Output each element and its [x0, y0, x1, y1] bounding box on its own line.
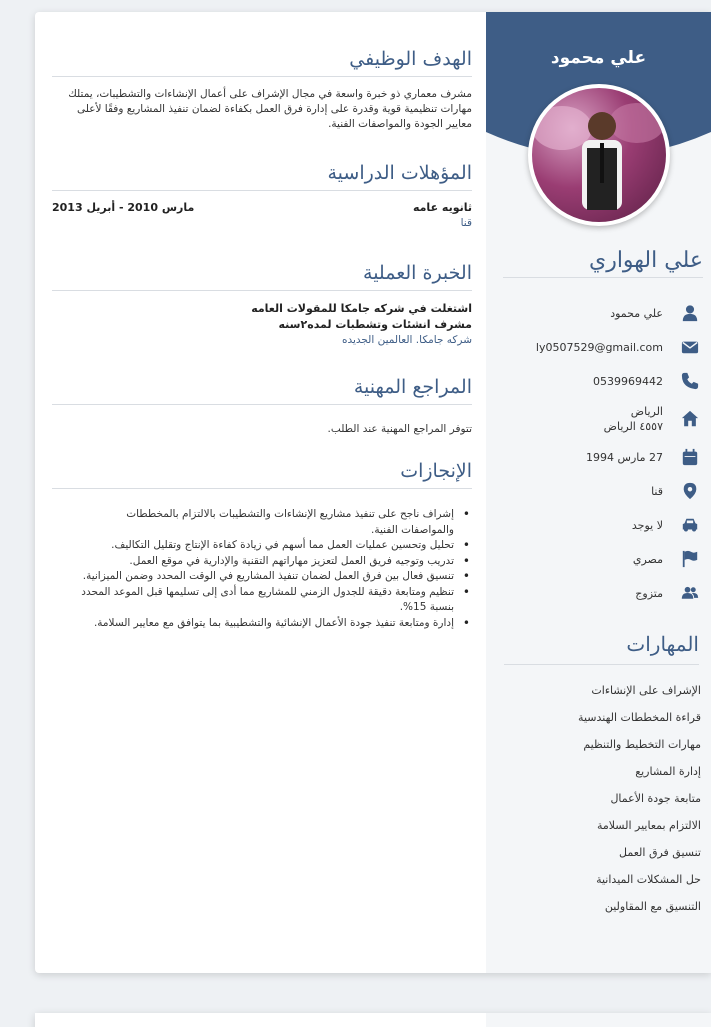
- contact-email: [501, 330, 701, 364]
- contact-text: متزوج: [635, 586, 663, 600]
- users-icon: [679, 582, 701, 604]
- education-title: المؤهلات الدراسية: [52, 162, 472, 191]
- contact-location: [501, 474, 701, 508]
- skill-item: الالتزام بمعايير السلامة: [596, 819, 701, 832]
- achievement-item: • تحليل وتحسين عمليات العمل مما أسهم في زيادة كفاءة الإنتاج وتقليل التكاليف.: [52, 538, 472, 554]
- envelope-icon: [679, 336, 701, 358]
- achievements-list: [52, 507, 472, 631]
- objective-text: مشرف معماري ذو خبرة واسعة في مجال الإشراف على أعمال الإنشاءات والتشطيبات، يمتلك مهارات تنظيمية قوية وقدرة على إدارة فرق العمل بكفاءة لضمان تنفيذ المشاريع وفقًا لأعلى معايير الجودة والمواصفات الفنية.: [68, 88, 472, 130]
- achievements-title: الإنجازات: [52, 460, 472, 489]
- user-icon: [679, 302, 701, 324]
- skills-title: المهارات: [504, 632, 699, 665]
- contact-text: 27 مارس 1994: [586, 450, 663, 464]
- header-name: علي محمود: [550, 48, 647, 68]
- contact-birthdate: [501, 440, 701, 474]
- achievement-item: • تدريب وتوجيه فريق العمل لتعزيز مهاراتهم التقنية والإدارية في موقع العمل.: [52, 554, 472, 570]
- achievement-item: • تنظيم ومتابعة دقيقة للجدول الزمني للمشاريع مما أدى إلى تسليمها قبل الموعد المحدد بنسبة 15%.: [52, 585, 472, 616]
- skills-list: [501, 684, 701, 927]
- education-entry: [52, 201, 472, 229]
- achievement-item: • إشراف ناجح على تنفيذ مشاريع الإنشاءات والتشطيبات بالالتزام بالمخططات والمواصفات الفنية.: [52, 507, 472, 538]
- car-icon: [679, 514, 701, 536]
- objective-title: الهدف الوظيفي: [52, 48, 472, 77]
- contact-text: قنا: [651, 484, 663, 498]
- skill-item: الإشراف على الإنشاءات: [591, 684, 701, 697]
- achievement-item: • إدارة ومتابعة تنفيذ جودة الأعمال الإنشائية والتشطيبية بما يتوافق مع معايير السلامة.: [52, 616, 472, 632]
- skill-item: حل المشكلات الميدانية: [596, 873, 701, 886]
- skill-item: التنسيق مع المقاولين: [604, 900, 701, 913]
- contact-text: [604, 404, 663, 434]
- achievements-section: [52, 460, 472, 631]
- contact-text: علي محمود: [610, 306, 663, 320]
- contact-name: [501, 296, 701, 330]
- references-title: المراجع المهنية: [52, 376, 472, 405]
- sidebar: [486, 12, 711, 973]
- contact-text: مصري: [632, 552, 663, 566]
- skill-item: متابعة جودة الأعمال: [610, 792, 701, 805]
- objective-section: [52, 48, 472, 132]
- contact-text: ly0507529@gmail.com: [535, 340, 663, 354]
- address-line-2: ٤٥٥٧ الرياض: [603, 420, 663, 433]
- address-line-1: الرياض: [630, 405, 663, 418]
- contact-license: [501, 508, 701, 542]
- skill-item: تنسيق فرق العمل: [619, 846, 701, 859]
- avatar: [532, 88, 666, 222]
- contact-text: لا يوجد: [631, 518, 663, 532]
- experience-section: [52, 262, 472, 346]
- achievement-item: • تنسيق فعال بين فرق العمل لضمان تنفيذ المشاريع في الوقت المحدد وضمن الميزانية.: [52, 569, 472, 585]
- contact-address: [501, 398, 701, 440]
- experience-company: شركه جامكا. العالمين الجديده: [341, 334, 472, 346]
- education-degree: ثانويه عامه: [412, 201, 472, 214]
- profile-photo: [528, 84, 670, 226]
- contact-marital-status: [501, 576, 701, 610]
- flag-icon: [679, 548, 701, 570]
- next-page: [35, 1013, 711, 1027]
- experience-title: الخبرة العملية: [52, 262, 472, 291]
- resume-page: [35, 12, 711, 973]
- location-pin-icon: [679, 480, 701, 502]
- home-icon: [679, 408, 701, 430]
- contact-phone: [501, 364, 701, 398]
- experience-job: اشتغلت في شركه جامكا للمقولات العامه مشرف انشئات وتشطبات لمده٢سنه: [251, 302, 472, 331]
- next-page-sidebar: [486, 1013, 711, 1027]
- education-period: مارس 2010 - أبريل 2013: [52, 201, 195, 214]
- contact-nationality: [501, 542, 701, 576]
- contact-list: [501, 296, 701, 610]
- skill-item: قراءة المخططات الهندسية: [578, 711, 701, 724]
- references-text: تتوفر المراجع المهنية عند الطلب.: [327, 423, 472, 435]
- main-content: [52, 12, 472, 973]
- skill-item: مهارات التخطيط والتنظيم: [583, 738, 701, 751]
- contact-text: 0539969442: [593, 374, 663, 388]
- skill-item: إدارة المشاريع: [635, 765, 701, 778]
- calendar-icon: [679, 446, 701, 468]
- sidebar-title: علي الهواري: [503, 248, 703, 278]
- education-section: [52, 162, 472, 229]
- education-place: قنا: [460, 217, 472, 229]
- references-section: [52, 376, 472, 435]
- phone-icon: [679, 370, 701, 392]
